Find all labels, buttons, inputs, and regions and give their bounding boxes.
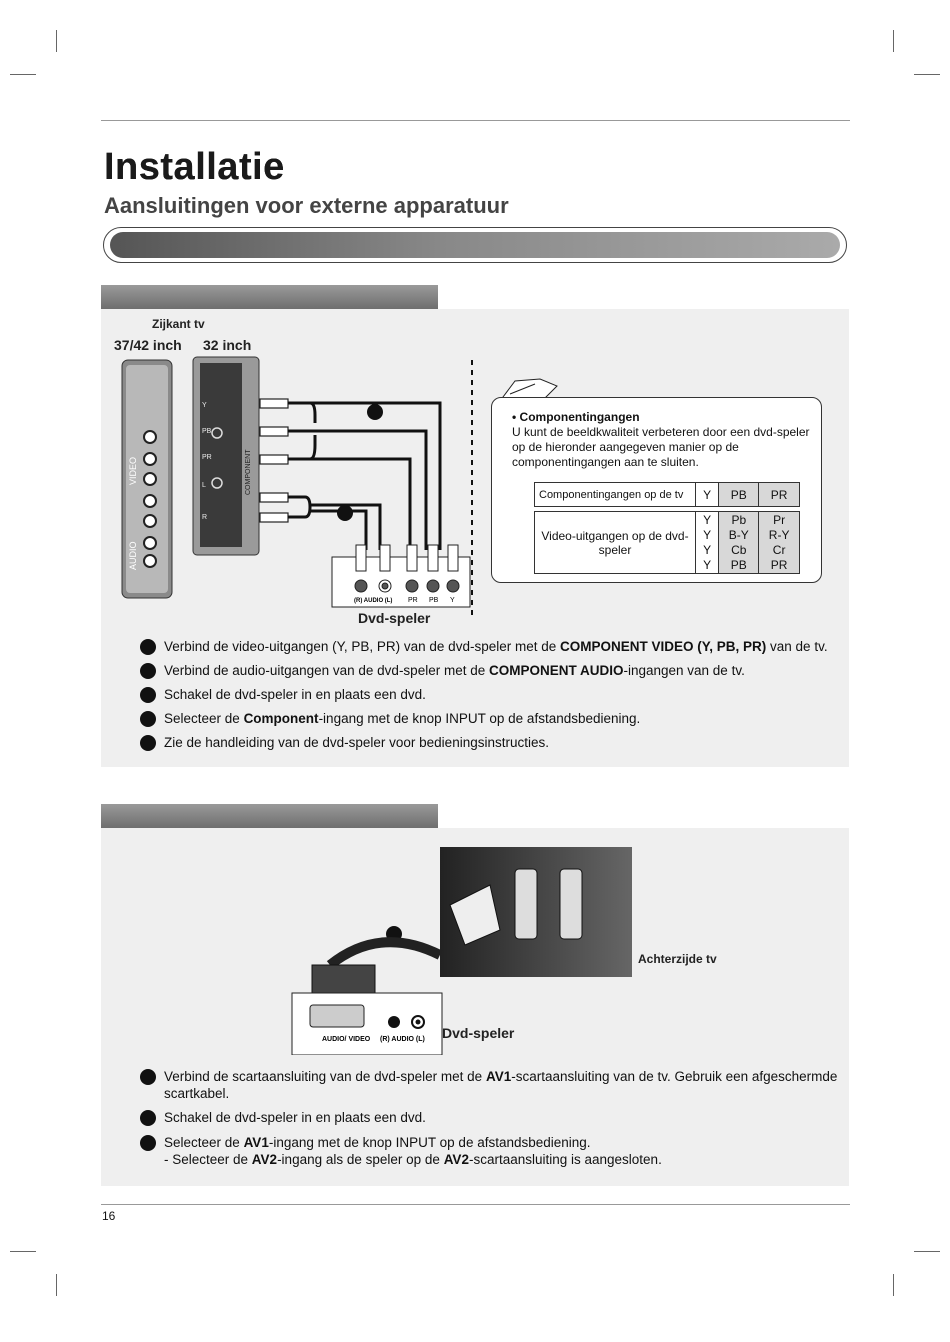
- table-col: Pb B-Y Cb PB: [719, 512, 759, 574]
- section-tab: [101, 804, 438, 828]
- step-item: Verbind de audio-uitgangen van de dvd-speler met de COMPONENT AUDIO-ingangen van de tv.: [140, 662, 840, 679]
- size-label-a: 37/42 inch: [114, 337, 182, 353]
- table-row-label: Componentingangen op de tv: [535, 483, 696, 507]
- note-heading: • Componentingangen: [512, 410, 640, 424]
- side-label: Zijkant tv: [152, 317, 205, 331]
- note-text: [512, 410, 812, 470]
- panel-label: Y: [202, 402, 207, 409]
- jack-label: AUDIO/ VIDEO: [322, 1036, 371, 1043]
- component-table: [534, 482, 800, 574]
- panel-label: AUDIO: [128, 541, 138, 570]
- table-cell: PR: [759, 483, 800, 507]
- step-marker: [337, 505, 353, 521]
- note-body: U kunt de beeldkwaliteit verbeteren door een dvd-speler op de hieronder aangegeven manier op de componentingangen aan te sluiten.: [512, 425, 810, 469]
- crop-mark: [914, 74, 940, 75]
- table-col: Y Y Y Y: [696, 512, 719, 574]
- crop-mark: [10, 1251, 36, 1252]
- crop-mark: [893, 30, 894, 52]
- step-item: Verbind de video-uitgangen (Y, PB, PR) van de dvd-speler met de COMPONENT VIDEO (Y, PB, PR) van de tv.: [140, 638, 840, 655]
- panel-label: L: [202, 482, 206, 489]
- jack-label: (R) AUDIO (L): [354, 598, 393, 604]
- crop-mark: [56, 1274, 57, 1296]
- table-col: Pr R-Y Cr PR: [759, 512, 800, 574]
- crop-mark: [893, 1274, 894, 1296]
- step-item: Selecteer de AV1-ingang met de knop INPUT op de afstandsbediening. - Selecteer de AV2-ingang als de speler op de AV2-scartaansluiting is aangesloten.: [140, 1134, 840, 1168]
- jack-label: PB: [429, 597, 439, 604]
- top-rule: [101, 120, 850, 121]
- header-banner: [103, 227, 847, 263]
- size-label-b: 32 inch: [203, 337, 252, 353]
- player-label: Dvd-speler: [358, 610, 431, 626]
- scart-diagram: [290, 845, 635, 1055]
- step-item: Zie de handleiding van de dvd-speler voor bedieningsinstructies.: [140, 734, 840, 751]
- section-tab: [101, 285, 438, 309]
- panel-label: PR: [202, 454, 212, 461]
- table-row-label: Video-uitgangen op de dvd-speler: [535, 512, 696, 574]
- table-cell: PB: [719, 483, 759, 507]
- bottom-rule: [101, 1204, 850, 1205]
- panel-label: COMPONENT: [245, 449, 252, 495]
- jack-label: PR: [408, 597, 418, 604]
- page-subtitle: Aansluitingen voor externe apparatuur: [104, 193, 509, 218]
- page-number: 16: [102, 1209, 116, 1223]
- crop-mark: [10, 74, 36, 75]
- step-item: Schakel de dvd-speler in en plaats een dvd.: [140, 1109, 840, 1126]
- crop-mark: [56, 30, 57, 52]
- step-item: Selecteer de Component-ingang met de knop INPUT op de afstandsbediening.: [140, 710, 840, 727]
- crop-mark: [914, 1251, 940, 1252]
- table-cell: Y: [696, 483, 719, 507]
- tv-back-label: Achterzijde tv: [638, 952, 717, 966]
- page-title: Installatie: [104, 146, 285, 188]
- step-item: Verbind de scartaansluiting van de dvd-speler met de AV1-scartaansluiting van de tv. Gebruik een afgeschermde scartkabel.: [140, 1068, 840, 1102]
- step-marker: [367, 404, 383, 420]
- player-label: Dvd-speler: [442, 1025, 515, 1041]
- jack-label: Y: [450, 597, 455, 604]
- panel-label: R: [202, 514, 208, 521]
- panel-label: VIDEO: [128, 456, 138, 485]
- panel-label: PB: [202, 428, 212, 435]
- component-diagram: [110, 355, 480, 615]
- step-item: Schakel de dvd-speler in en plaats een dvd.: [140, 686, 840, 703]
- jack-label: (R) AUDIO (L): [380, 1036, 425, 1043]
